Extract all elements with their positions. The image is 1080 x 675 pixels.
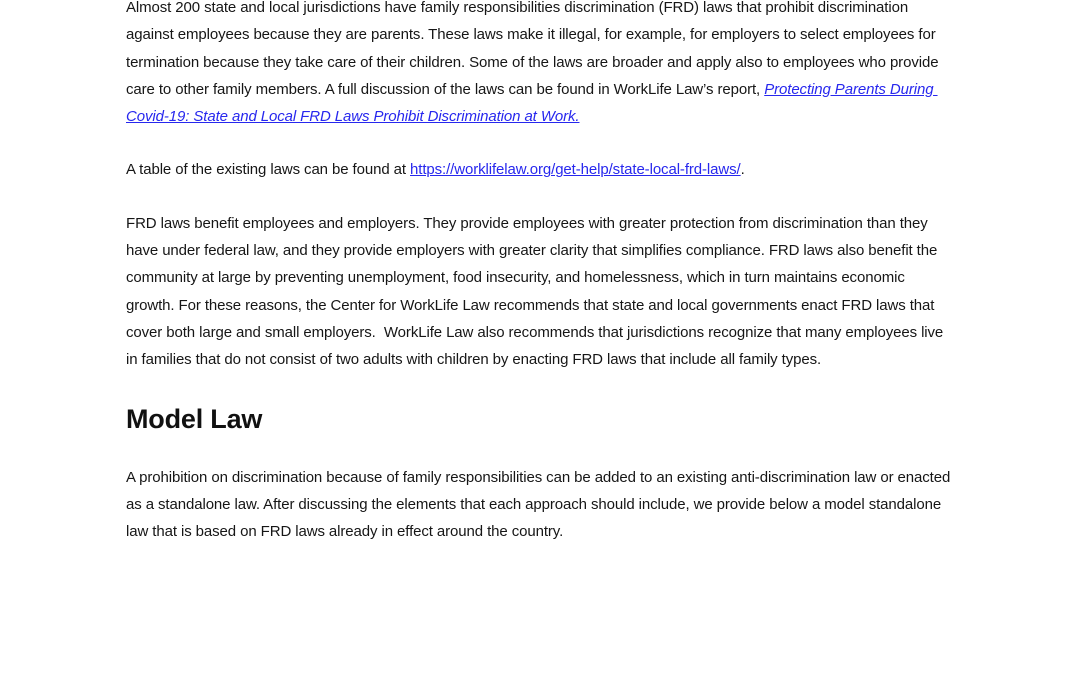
- frd-laws-url-hyperlink[interactable]: https://worklifelaw.org/get-help/state-local-frd-laws/: [410, 161, 741, 179]
- paragraph-frd-intro-text: Almost 200 state and local jurisdictions have family responsibilities discrimination (FRD) laws that prohibit discrimination against employees because they are parents. These laws make it illegal, for example, for employers to select employees for termination because they take care of their children. Some of the laws are broader and apply also to employees who provide care to other family members. A full discussion of the laws can be found in WorkLife Law’s report,: [126, 0, 943, 98]
- model-law-heading: Model Law: [126, 403, 263, 434]
- paragraph-frd-benefits: [126, 210, 956, 374]
- paragraph-model-law-text: A prohibition on discrimination because of family responsibilities can be added to an existing anti-discrimination law or enacted as a standalone law. After discussing the elements that each approach should include, we provide below a model standalone law that is based on FRD laws already in effect around the country.: [126, 468, 955, 541]
- paragraph-frd-intro: [126, 0, 956, 130]
- paragraph-table-suffix: .: [740, 161, 745, 179]
- report-hyperlink[interactable]: Protecting Parents During Covid-19: State and Local FRD Laws Prohibit Discrimination at Work.: [126, 80, 938, 126]
- paragraph-model-law-intro: [126, 464, 956, 546]
- document-content: [126, 0, 956, 571]
- paragraph-frd-benefits-text: FRD laws benefit employees and employers. They provide employees with greater protection from discrimination than they have under federal law, and they provide employers with greater clarity that simplifies compliance. FRD laws also benefit the community at large by preventing unemployment, food insecurity, and homelessness, which in turn maintains economic growth. For these reasons, the Center for WorkLife Law recommends that state and local governments enact FRD laws that cover both large and small employers. WorkLife Law also recommends that jurisdictions recognize that many employees live in families that do not consist of two adults with children by enacting FRD laws that include all family types.: [126, 214, 948, 369]
- paragraph-table-of-laws: [126, 156, 956, 183]
- paragraph-table-prefix: A table of the existing laws can be found at: [126, 161, 411, 179]
